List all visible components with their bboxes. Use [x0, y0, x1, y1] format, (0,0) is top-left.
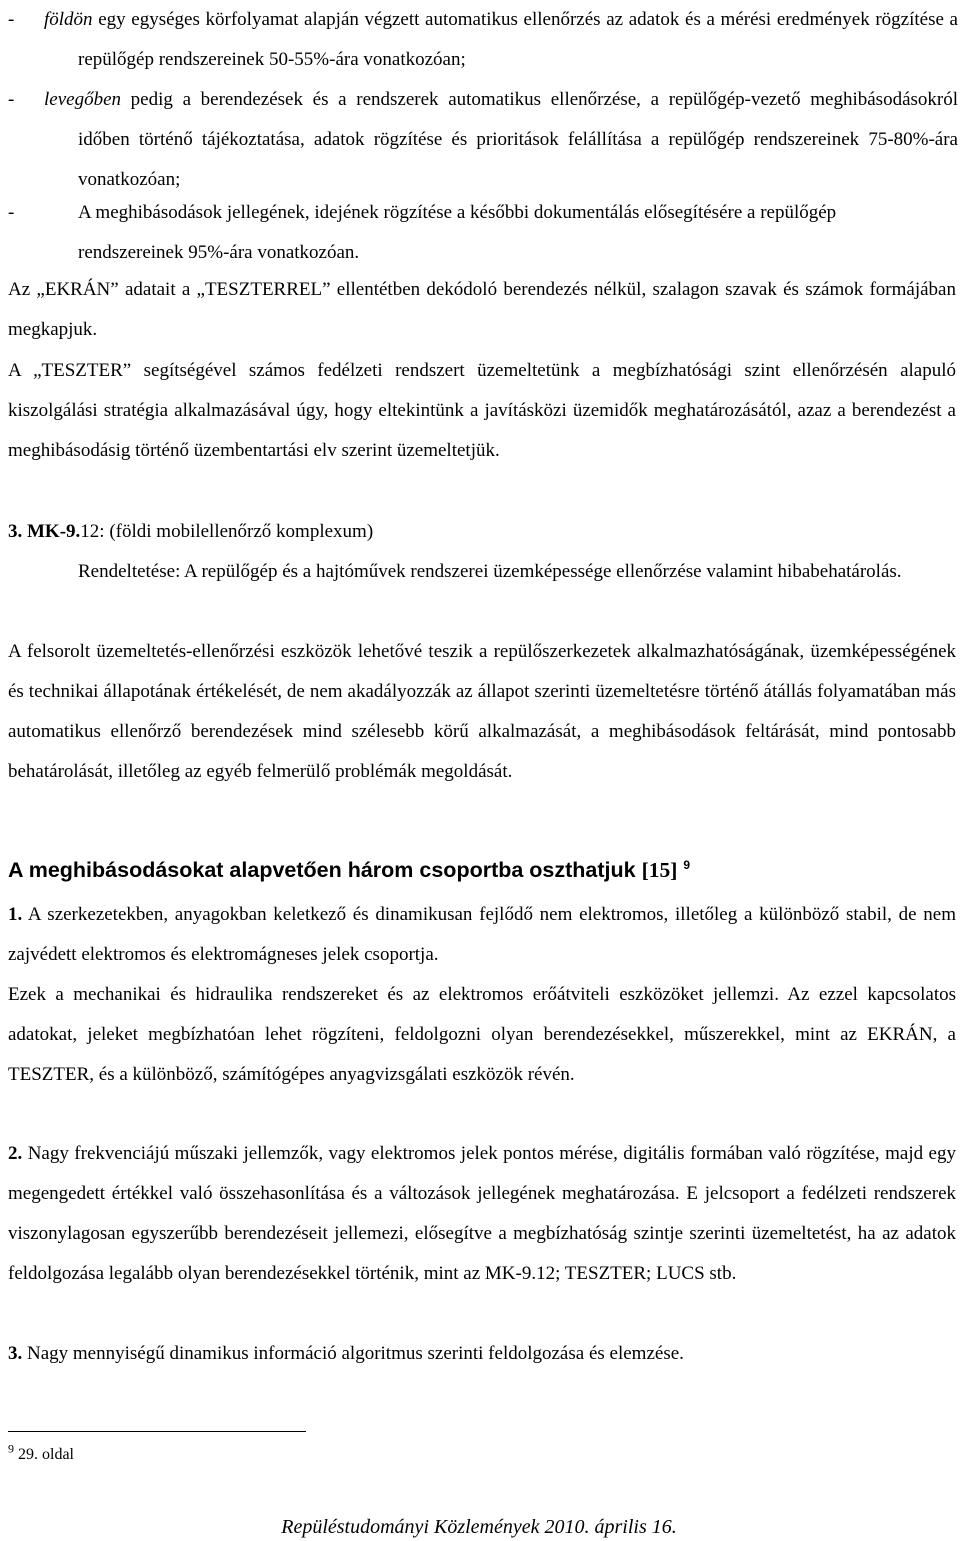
group-text: Nagy mennyiségű dinamikus információ algoritmus szerinti feldolgozása és elemzése.: [22, 1343, 684, 1364]
heading-text: A meghibásodásokat alapvetően három csoportba oszthatjuk: [8, 858, 642, 882]
list-text: [44, 0, 958, 80]
group-number: 1.: [8, 904, 23, 925]
list-item-meghibasodasok: [8, 193, 958, 273]
paragraph-ekran: Az „EKRÁN” adatait a „TESZTERREL” ellentétben dekódoló berendezés nélkül, szalagon szavak és számok formájában megkapjuk.: [8, 279, 956, 340]
footnote-marker: 9: [683, 857, 691, 872]
list-emphasis: levegőben: [44, 89, 122, 110]
page-footer: [0, 1514, 960, 1540]
list-dash: -: [8, 89, 15, 110]
list-dash: -: [8, 9, 15, 30]
paragraph-rendeltetese: Rendeltetése: A repülőgép és a hajtóművek rendszerei üzemképessége ellenőrzése valamint hibabehatárolás.: [78, 561, 902, 582]
group-number: 2.: [8, 1143, 23, 1164]
list-text-rest: pedig a berendezések és a rendszerek automatikus ellenőrzése, a repülőgép-vezető meghibásodásokról időben történő tájékoztatása, adatok rögzítése és prioritások felállítása a repülőgép rendszereinek 75-80%-ára vonatkozóan;: [78, 89, 958, 190]
paragraph-teszter: A „TESZTER” segítségével számos fedélzeti rendszert üzemeltetünk a megbízhatósági szint ellenőrzésén alapuló kiszolgálási stratégia alkalmazásával úgy, hogy eltekintünk a javításközi üzemidők meghatározásától, azaz a berendezést a meghibásodásig történő üzembentartási elv szerint üzemeltetjük.: [8, 360, 956, 461]
footnote: [8, 1443, 74, 1467]
section-number: 3. MK-9.: [8, 521, 81, 542]
list-text-rest: egy egységes körfolyamat alapján végzett automatikus ellenőrzés az adatok és a mérési eredmények rögzítése a repülőgép rendszereinek 50-55%-ára vonatkozóan;: [78, 9, 958, 70]
group-number: 3.: [8, 1343, 23, 1364]
list-emphasis: földön: [44, 9, 93, 30]
group-text: Nagy frekvenciájú műszaki jellemzők, vagy elektromos jelek pontos mérése, digitális formában való rögzítése, majd egy megengedett értékkel való összehasonlítása és a változások jellegének meghatározása. E jelcsoport a fedélzeti rendszerek viszonylagosan egyszerűbb berendezéseit jellemezi, elősegítve a megbízhatóság szintje szerinti üzemeltetést, ha az adatok feldolgozása legalább olyan berendezésekkel történik, mint az MK-9.12; TESZTER; LUCS stb.: [8, 1143, 956, 1284]
heading-reference: [15]: [641, 858, 678, 882]
paragraph-felsorolt: A felsorolt üzemeltetés-ellenőrzési eszközök lehetővé teszik a repülőszerkezetek alkalmazhatóságának, üzemképességének és technikai állapotának értékelését, de nem akadályozzák az állapot szerinti üzemeltetésre történő átállás folyamatában más automatikus ellenőrző berendezések mind szélesebb körű alkalmazását, a meghibásodások feltárását, mind pontosabb behatárolását, illetőleg az egyéb felmerülő problémák megoldását.: [8, 641, 956, 782]
group-2: [8, 1134, 956, 1294]
footer-text: Repüléstudományi Közlemények 2010. április 16.: [281, 1516, 677, 1538]
group-text: A szerkezetekben, anyagokban keletkező és dinamikusan fejlődő nem elektromos, illetőleg a különböző stabil, de nem zajvédett elektromos és elektromágneses jelek csoportja.: [8, 904, 956, 965]
footnote-mark: 9: [8, 1441, 14, 1456]
group-1: [8, 895, 956, 975]
list-item-levegoben: [8, 80, 958, 200]
section-title-rest: 12: (földi mobilellenőrző komplexum): [80, 521, 374, 542]
footnote-text: 29. oldal: [14, 1446, 74, 1463]
list-dash: -: [8, 202, 15, 223]
section-mk912-title: [8, 512, 956, 552]
section-heading: [8, 850, 956, 890]
group-3: [8, 1334, 956, 1374]
paragraph-ezek: Ezek a mechanikai és hidraulika rendszereket és az elektromos erőátviteli eszközöket jellemzi. Az ezzel kapcsolatos adatokat, jeleket megbízhatóan lehet rögzíteni, feldolgozni olyan berendezésekkel, műszerekkel, mint az EKRÁN, a TESZTER, és a különböző, számítógépes anyagvizsgálati eszközök révén.: [8, 984, 956, 1085]
list-text: A meghibásodások jellegének, idejének rögzítése a későbbi dokumentálás elősegítésére a repülőgép rendszereinek 95%-ára vonatkozóan.: [78, 202, 837, 263]
list-item-foldon: [8, 0, 958, 80]
footnote-divider: [8, 1431, 306, 1432]
list-text: [44, 80, 958, 200]
